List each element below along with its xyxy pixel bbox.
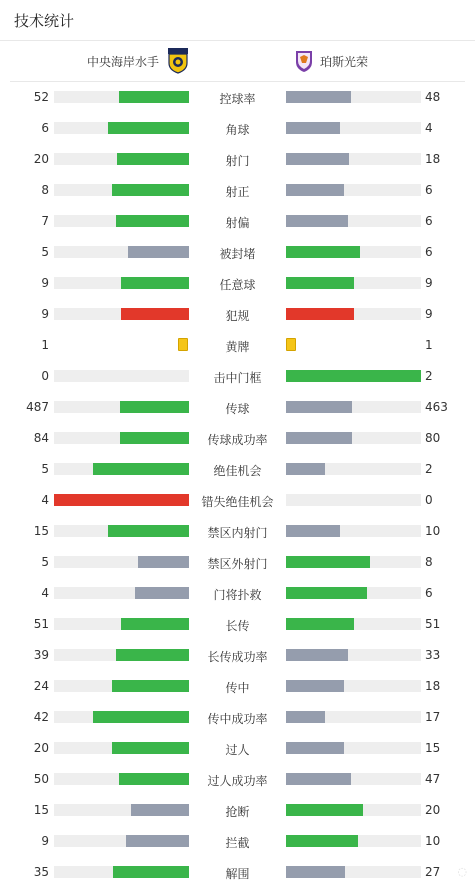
home-stat-value: 5 bbox=[41, 462, 49, 476]
stat-label: 角球 bbox=[225, 123, 250, 137]
away-stat-value: 8 bbox=[425, 555, 433, 569]
home-stat-value: 9 bbox=[41, 834, 49, 848]
away-stat-value: 6 bbox=[425, 586, 433, 600]
home-yellow-card-icon bbox=[178, 338, 188, 351]
away-stat-bar-track bbox=[286, 122, 421, 134]
away-stat-value: 18 bbox=[425, 152, 441, 166]
away-stat-bar bbox=[286, 618, 354, 630]
away-stat-bar bbox=[286, 835, 358, 847]
away-stat-bar-track bbox=[286, 587, 421, 599]
away-stat-value: 10 bbox=[425, 834, 441, 848]
home-stat-bar-track bbox=[54, 463, 189, 475]
away-stat-bar-track bbox=[286, 215, 421, 227]
away-stat-bar bbox=[286, 866, 345, 878]
watermark-icon: ◌ bbox=[457, 865, 467, 878]
home-stat-value: 52 bbox=[33, 90, 49, 104]
stat-label: 长传成功率 bbox=[207, 650, 268, 664]
stat-label: 传中 bbox=[225, 681, 250, 695]
away-stat-bar-track bbox=[286, 866, 421, 878]
away-stat-bar bbox=[286, 122, 340, 134]
stat-label: 抢断 bbox=[225, 805, 250, 819]
home-stat-value: 15 bbox=[33, 803, 49, 817]
stat-row bbox=[0, 578, 475, 609]
page-title: 技术统计 bbox=[14, 12, 75, 30]
away-team-logo-icon[interactable] bbox=[292, 48, 316, 74]
away-stat-value: 47 bbox=[425, 772, 441, 786]
stat-label: 错失绝佳机会 bbox=[201, 495, 274, 509]
away-stat-bar-track bbox=[286, 711, 421, 723]
home-stat-value: 8 bbox=[41, 183, 49, 197]
away-stat-bar-track bbox=[286, 432, 421, 444]
away-stat-bar bbox=[286, 184, 344, 196]
home-stat-bar bbox=[128, 246, 189, 258]
stat-row bbox=[0, 609, 475, 640]
stat-label: 射门 bbox=[225, 154, 250, 168]
stat-row bbox=[0, 733, 475, 764]
home-stat-bar bbox=[112, 742, 189, 754]
away-stat-bar bbox=[286, 308, 354, 320]
stat-row bbox=[0, 361, 475, 392]
away-stat-value: 4 bbox=[425, 121, 433, 135]
stat-row bbox=[0, 547, 475, 578]
home-stat-bar bbox=[121, 308, 189, 320]
stat-label: 门将扑救 bbox=[213, 588, 262, 602]
stat-row bbox=[0, 330, 475, 361]
stat-label: 拦截 bbox=[225, 836, 250, 850]
stat-label: 击中门框 bbox=[213, 371, 262, 385]
stat-row bbox=[0, 640, 475, 671]
away-stat-value: 10 bbox=[425, 524, 441, 538]
stat-row bbox=[0, 702, 475, 733]
away-stat-bar bbox=[286, 153, 349, 165]
away-stat-value: 6 bbox=[425, 245, 433, 259]
home-stat-bar-track bbox=[54, 835, 189, 847]
stat-row bbox=[0, 516, 475, 547]
home-stat-bar-track bbox=[54, 804, 189, 816]
home-stat-value: 0 bbox=[41, 369, 49, 383]
home-stat-bar bbox=[138, 556, 189, 568]
stat-row bbox=[0, 82, 475, 113]
away-stat-bar bbox=[286, 742, 344, 754]
stat-label: 射正 bbox=[225, 185, 250, 199]
teams-row bbox=[10, 41, 465, 82]
stats-list bbox=[0, 82, 475, 888]
away-stat-bar-track bbox=[286, 804, 421, 816]
home-stat-bar bbox=[54, 494, 189, 506]
away-stat-value: 2 bbox=[425, 462, 433, 476]
home-stat-bar-track bbox=[54, 866, 189, 878]
home-stat-value: 9 bbox=[41, 307, 49, 321]
stat-label: 禁区内射门 bbox=[207, 526, 268, 540]
home-stat-bar-track bbox=[54, 215, 189, 227]
away-stat-bar bbox=[286, 401, 352, 413]
stat-label: 长传 bbox=[225, 619, 250, 633]
home-stat-bar-track bbox=[54, 773, 189, 785]
home-stat-bar bbox=[131, 804, 189, 816]
away-stat-bar-track bbox=[286, 525, 421, 537]
stat-label: 传球成功率 bbox=[207, 433, 268, 447]
away-stat-bar-track bbox=[286, 91, 421, 103]
stat-row bbox=[0, 206, 475, 237]
away-stat-bar bbox=[286, 556, 370, 568]
away-team-name[interactable]: 珀斯光荣 bbox=[320, 55, 369, 69]
header-bar bbox=[0, 0, 475, 41]
home-stat-value: 6 bbox=[41, 121, 49, 135]
home-stat-bar bbox=[120, 401, 189, 413]
home-stat-value: 24 bbox=[33, 679, 49, 693]
away-stat-bar-track bbox=[286, 773, 421, 785]
away-stat-bar bbox=[286, 215, 348, 227]
away-stat-value: 17 bbox=[425, 710, 441, 724]
away-stat-value: 2 bbox=[425, 369, 433, 383]
stat-label: 射偏 bbox=[225, 216, 250, 230]
home-stat-value: 42 bbox=[33, 710, 49, 724]
away-stat-value: 1 bbox=[425, 338, 433, 352]
home-stat-value: 1 bbox=[41, 338, 49, 352]
home-stat-bar-track bbox=[54, 184, 189, 196]
away-stat-value: 0 bbox=[425, 493, 433, 507]
home-stat-bar-track bbox=[54, 525, 189, 537]
stat-label: 任意球 bbox=[219, 278, 256, 292]
home-stat-bar-track bbox=[54, 153, 189, 165]
stat-row bbox=[0, 485, 475, 516]
away-stat-bar-track bbox=[286, 618, 421, 630]
away-stat-bar bbox=[286, 649, 348, 661]
home-stat-value: 7 bbox=[41, 214, 49, 228]
away-stat-value: 6 bbox=[425, 183, 433, 197]
home-team-logo-icon[interactable] bbox=[166, 48, 190, 74]
stat-label: 绝佳机会 bbox=[213, 464, 262, 478]
stat-row bbox=[0, 454, 475, 485]
home-stat-bar bbox=[116, 215, 189, 227]
away-stat-value: 463 bbox=[425, 400, 448, 414]
home-stat-value: 20 bbox=[33, 152, 49, 166]
home-stat-bar-track bbox=[54, 308, 189, 320]
home-stat-bar-track bbox=[54, 618, 189, 630]
stat-label: 被封堵 bbox=[219, 247, 256, 261]
stat-row bbox=[0, 175, 475, 206]
stat-label: 黄牌 bbox=[225, 340, 250, 354]
away-stat-bar-track bbox=[286, 649, 421, 661]
home-stat-bar bbox=[113, 866, 189, 878]
away-stat-bar-track bbox=[286, 556, 421, 568]
away-stat-bar bbox=[286, 773, 351, 785]
home-stat-value: 20 bbox=[33, 741, 49, 755]
home-stat-bar bbox=[135, 587, 189, 599]
away-stat-bar-track bbox=[286, 308, 421, 320]
home-stat-bar bbox=[121, 618, 189, 630]
away-stat-bar-track bbox=[286, 277, 421, 289]
away-stat-bar-track bbox=[286, 184, 421, 196]
stat-label: 过人 bbox=[225, 743, 250, 757]
home-stat-bar-track bbox=[54, 556, 189, 568]
stat-label: 传球 bbox=[225, 402, 250, 416]
home-stat-bar-track bbox=[54, 401, 189, 413]
away-stat-value: 80 bbox=[425, 431, 441, 445]
home-stat-value: 487 bbox=[26, 400, 49, 414]
away-stat-bar-track bbox=[286, 680, 421, 692]
away-stat-value: 9 bbox=[425, 276, 433, 290]
home-stat-bar bbox=[117, 153, 189, 165]
away-stat-bar bbox=[286, 246, 360, 258]
home-stat-bar-track bbox=[54, 649, 189, 661]
stat-label: 犯规 bbox=[225, 309, 250, 323]
stat-row bbox=[0, 113, 475, 144]
home-stat-bar-track bbox=[54, 277, 189, 289]
away-yellow-card-icon bbox=[286, 338, 296, 351]
stat-row bbox=[0, 795, 475, 826]
away-stat-bar bbox=[286, 370, 421, 382]
stat-row bbox=[0, 671, 475, 702]
home-stat-value: 5 bbox=[41, 555, 49, 569]
away-stat-value: 33 bbox=[425, 648, 441, 662]
away-stat-bar-track bbox=[286, 153, 421, 165]
home-stat-value: 5 bbox=[41, 245, 49, 259]
stat-row bbox=[0, 423, 475, 454]
home-stat-bar bbox=[119, 91, 189, 103]
stat-row bbox=[0, 237, 475, 268]
home-team-name[interactable]: 中央海岸水手 bbox=[86, 55, 159, 69]
away-stat-bar-track bbox=[286, 246, 421, 258]
stat-row bbox=[0, 299, 475, 330]
away-stat-bar bbox=[286, 463, 325, 475]
stat-row bbox=[0, 764, 475, 795]
stat-row bbox=[0, 826, 475, 857]
stat-row bbox=[0, 144, 475, 175]
home-stat-bar bbox=[108, 122, 189, 134]
away-stat-bar-track bbox=[286, 835, 421, 847]
home-stat-bar-track bbox=[54, 680, 189, 692]
home-stat-bar bbox=[108, 525, 189, 537]
home-stat-value: 50 bbox=[33, 772, 49, 786]
home-stat-bar-track bbox=[54, 494, 189, 506]
stat-label: 传中成功率 bbox=[207, 712, 268, 726]
away-stat-value: 15 bbox=[425, 741, 441, 755]
away-stat-bar-track bbox=[286, 742, 421, 754]
home-stat-bar-track bbox=[54, 122, 189, 134]
home-stat-bar-track bbox=[54, 246, 189, 258]
home-stat-bar bbox=[112, 680, 189, 692]
away-stat-value: 9 bbox=[425, 307, 433, 321]
stat-row bbox=[0, 857, 475, 888]
away-stat-value: 48 bbox=[425, 90, 441, 104]
away-stat-value: 6 bbox=[425, 214, 433, 228]
away-stat-bar bbox=[286, 587, 367, 599]
stat-label: 过人成功率 bbox=[207, 774, 268, 788]
away-stat-bar-track bbox=[286, 401, 421, 413]
home-stat-value: 84 bbox=[33, 431, 49, 445]
stat-label: 解围 bbox=[225, 867, 250, 881]
away-stat-value: 51 bbox=[425, 617, 441, 631]
home-stat-bar-track bbox=[54, 370, 189, 382]
home-stat-bar bbox=[93, 711, 189, 723]
stat-row bbox=[0, 392, 475, 423]
home-stat-value: 39 bbox=[33, 648, 49, 662]
home-stat-bar bbox=[116, 649, 189, 661]
home-stat-bar bbox=[121, 277, 189, 289]
home-stat-bar bbox=[112, 184, 189, 196]
home-stat-value: 35 bbox=[33, 865, 49, 879]
home-stat-value: 4 bbox=[41, 493, 49, 507]
stat-row bbox=[0, 268, 475, 299]
home-stat-value: 15 bbox=[33, 524, 49, 538]
away-stat-value: 20 bbox=[425, 803, 441, 817]
away-stat-bar bbox=[286, 432, 352, 444]
stat-label: 控球率 bbox=[219, 92, 256, 106]
away-stat-bar-track bbox=[286, 494, 421, 506]
home-stat-bar-track bbox=[54, 742, 189, 754]
away-stat-bar bbox=[286, 711, 325, 723]
home-stat-bar bbox=[119, 773, 189, 785]
home-stat-bar-track bbox=[54, 91, 189, 103]
away-stat-bar-track bbox=[286, 370, 421, 382]
away-stat-bar bbox=[286, 91, 351, 103]
home-stat-bar bbox=[120, 432, 189, 444]
home-stat-bar bbox=[126, 835, 189, 847]
home-stat-value: 4 bbox=[41, 586, 49, 600]
home-stat-bar bbox=[93, 463, 189, 475]
home-stat-value: 51 bbox=[33, 617, 49, 631]
home-stat-bar-track bbox=[54, 432, 189, 444]
home-stat-bar-track bbox=[54, 711, 189, 723]
stat-label: 禁区外射门 bbox=[207, 557, 268, 571]
away-stat-bar bbox=[286, 277, 354, 289]
home-stat-value: 9 bbox=[41, 276, 49, 290]
away-stat-value: 18 bbox=[425, 679, 441, 693]
away-stat-bar bbox=[286, 680, 344, 692]
home-stat-bar-track bbox=[54, 587, 189, 599]
away-stat-value: 27 bbox=[425, 865, 441, 879]
away-stat-bar-track bbox=[286, 463, 421, 475]
away-stat-bar bbox=[286, 525, 340, 537]
away-stat-bar bbox=[286, 804, 363, 816]
